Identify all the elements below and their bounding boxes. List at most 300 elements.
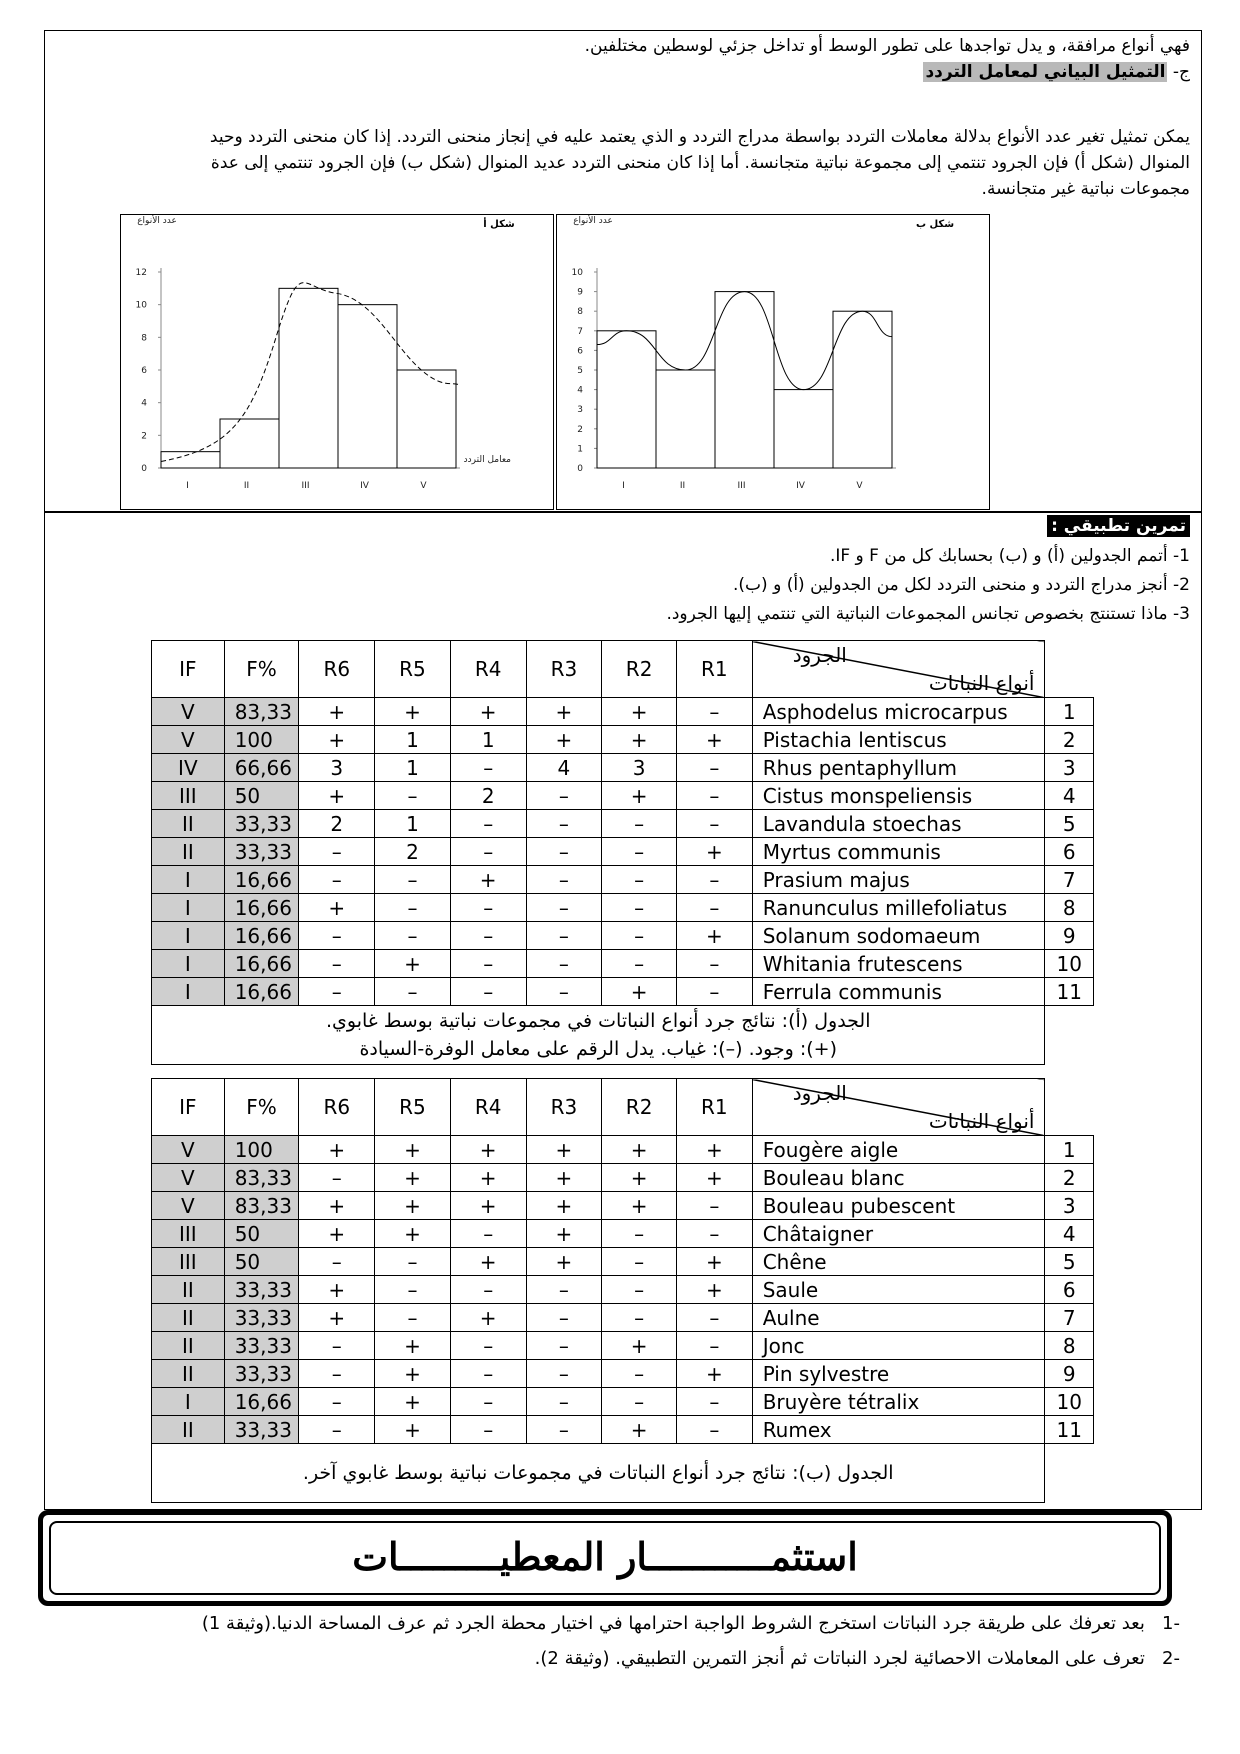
exercise-title: تمرين تطبيقي : <box>1047 515 1190 537</box>
cell-if: V <box>152 1136 225 1164</box>
y-tick-label: 3 <box>577 405 583 416</box>
cell-r6: – <box>299 1332 375 1360</box>
cell-r2: – <box>602 894 677 922</box>
cell-r6: – <box>299 838 375 866</box>
cell-r1: + <box>676 1276 752 1304</box>
cell-frequency: 100 <box>224 726 299 754</box>
table-row <box>152 1332 1094 1360</box>
cell-row-number: 8 <box>1045 894 1094 922</box>
cell-frequency: 16,66 <box>224 978 299 1006</box>
task-2-number: -2 <box>1162 1648 1180 1669</box>
cell-r3: – <box>526 782 602 810</box>
histogram-bar <box>220 419 279 468</box>
cell-species-name: Pistachia lentiscus <box>752 726 1045 754</box>
table-header-row <box>152 641 1094 698</box>
cell-species-name: Whitania frutescens <box>752 950 1045 978</box>
cell-row-number: 8 <box>1045 1332 1094 1360</box>
cell-r2: – <box>602 866 677 894</box>
y-tick-label: 5 <box>577 366 583 376</box>
intro-paragraph-2: المنوال (شكل أ) فإن الجرود تنتمي إلى مجموعة نباتية متجانسة. أما إذا كان منحنى التردد عديد المنوال (شكل ب) فإن الجرود تنتمي إلى عدة <box>210 153 1190 173</box>
cell-species-name: Myrtus communis <box>752 838 1045 866</box>
y-tick-label: 2 <box>577 424 583 435</box>
cell-r5: – <box>375 782 451 810</box>
table-row <box>152 1220 1094 1248</box>
cell-r3: + <box>526 1192 602 1220</box>
cell-if: II <box>152 838 225 866</box>
cell-r3: + <box>526 1220 602 1248</box>
cell-r1: – <box>676 810 752 838</box>
cell-r3: – <box>526 1416 602 1444</box>
cell-r3: + <box>526 726 602 754</box>
table-caption: الجدول (ب): نتائج جرد أنواع النباتات في مجموعات نباتية بوسط غابوي آخر. <box>302 1462 894 1484</box>
y-tick-label: 2 <box>141 431 147 442</box>
cell-r5: – <box>375 1276 451 1304</box>
cell-if: II <box>152 1416 225 1444</box>
table-row <box>152 950 1094 978</box>
cell-r4: + <box>450 866 526 894</box>
header-especes: أنواع النباتات <box>928 671 1035 695</box>
cell-row-number: 5 <box>1045 1248 1094 1276</box>
cell-r1: – <box>676 782 752 810</box>
cell-r1: + <box>676 1136 752 1164</box>
table-caption-cell <box>152 1444 1045 1503</box>
x-category-label: IV <box>796 481 805 491</box>
cell-r2: + <box>602 978 677 1006</box>
column-header-r4: R4 <box>450 641 526 698</box>
cell-r6: – <box>299 1416 375 1444</box>
table-row <box>152 1136 1094 1164</box>
task-1-number: -1 <box>1162 1613 1180 1634</box>
diagonal-header-cell <box>752 641 1045 698</box>
cell-r2: – <box>602 1276 677 1304</box>
table-row <box>152 1192 1094 1220</box>
cell-r6: + <box>299 1276 375 1304</box>
cell-row-number: 3 <box>1045 754 1094 782</box>
cell-r6: + <box>299 1220 375 1248</box>
cell-species-name: Jonc <box>752 1332 1045 1360</box>
y-tick-label: 8 <box>577 307 583 318</box>
task-1 <box>120 1613 1180 1634</box>
cell-r5: + <box>375 1360 451 1388</box>
cell-r4: – <box>450 1416 526 1444</box>
chart-b-svg <box>557 215 989 509</box>
cell-row-number: 6 <box>1045 838 1094 866</box>
intro-paragraph-3: مجموعات نباتية غير متجانسة. <box>981 179 1190 199</box>
cell-frequency: 33,33 <box>224 838 299 866</box>
histogram-bar <box>597 331 656 468</box>
cell-r6: + <box>299 726 375 754</box>
header-especes: أنواع النباتات <box>928 1109 1035 1133</box>
cell-r1: + <box>676 1248 752 1276</box>
table-header-row <box>152 1079 1094 1136</box>
cell-frequency: 33,33 <box>224 1332 299 1360</box>
y-tick-label: 4 <box>577 385 583 396</box>
x-category-label: I <box>622 481 625 491</box>
cell-frequency: 33,33 <box>224 1276 299 1304</box>
chart-title: شكل ب <box>915 219 955 230</box>
y-tick-label: 4 <box>141 398 147 409</box>
cell-frequency: 16,66 <box>224 922 299 950</box>
cell-if: V <box>152 698 225 726</box>
cell-species-name: Asphodelus microcarpus <box>752 698 1045 726</box>
cell-frequency: 83,33 <box>224 698 299 726</box>
diagonal-header-cell <box>752 1079 1045 1136</box>
table-row <box>152 894 1094 922</box>
cell-frequency: 66,66 <box>224 754 299 782</box>
cell-r4: – <box>450 1220 526 1248</box>
cell-r2: – <box>602 922 677 950</box>
cell-frequency: 50 <box>224 1248 299 1276</box>
cell-r1: – <box>676 1192 752 1220</box>
cell-r1: + <box>676 838 752 866</box>
cell-if: I <box>152 894 225 922</box>
cell-r2: – <box>602 950 677 978</box>
table-row <box>152 1416 1094 1444</box>
histogram-bar <box>774 390 833 468</box>
cell-species-name: Cistus monspeliensis <box>752 782 1045 810</box>
cell-row-number: 11 <box>1045 1416 1094 1444</box>
column-header-r3: R3 <box>526 1079 602 1136</box>
cell-r3: – <box>526 922 602 950</box>
cell-species-name: Bouleau blanc <box>752 1164 1045 1192</box>
table-caption-cell <box>152 1006 1045 1065</box>
column-header-r5: R5 <box>375 641 451 698</box>
section-heading <box>60 59 1190 85</box>
histogram-bar <box>279 288 338 468</box>
cell-r1: – <box>676 950 752 978</box>
cell-r1: – <box>676 1304 752 1332</box>
exercise-q1: 1- أتمم الجدولين (أ) و (ب) بحسابك كل من F و IF. <box>829 546 1190 566</box>
cell-r4: + <box>450 1248 526 1276</box>
cell-r4: – <box>450 810 526 838</box>
table-caption: الجدول (أ): نتائج جرد أنواع النباتات في مجموعات نباتية بوسط غابوي. <box>325 1010 871 1032</box>
cell-species-name: Prasium majus <box>752 866 1045 894</box>
table-row <box>152 1276 1094 1304</box>
cell-r5: – <box>375 978 451 1006</box>
cell-r2: + <box>602 782 677 810</box>
y-tick-label: 12 <box>135 268 147 278</box>
cell-frequency: 83,33 <box>224 1164 299 1192</box>
cell-if: II <box>152 1276 225 1304</box>
cell-if: I <box>152 978 225 1006</box>
cell-frequency: 50 <box>224 782 299 810</box>
cell-r3: + <box>526 1248 602 1276</box>
intro-paragraph-1: يمكن تمثيل تغير عدد الأنواع بدلالة معاملات التردد بواسطة مدراج التردد و الذي يعتمد عليه في إنجاز منحنى التردد. إذا كان منحنى التردد وحيد <box>209 127 1190 147</box>
table-row <box>152 782 1094 810</box>
cell-r2: – <box>602 1248 677 1276</box>
cell-r1: + <box>676 1164 752 1192</box>
cell-r6: – <box>299 1360 375 1388</box>
cell-r1: + <box>676 922 752 950</box>
cell-row-number: 10 <box>1045 1388 1094 1416</box>
cell-species-name: Ferrula communis <box>752 978 1045 1006</box>
cell-r3: + <box>526 698 602 726</box>
x-category-label: III <box>737 481 746 491</box>
cell-r6: + <box>299 782 375 810</box>
cell-frequency: 50 <box>224 1220 299 1248</box>
histogram-bar <box>715 292 774 468</box>
cell-if: III <box>152 1220 225 1248</box>
y-tick-label: 9 <box>577 287 583 298</box>
table-row <box>152 698 1094 726</box>
cell-r5: + <box>375 1332 451 1360</box>
intro-line: فهي أنواع مرافقة، و يدل تواجدها على تطور الوسط أو تداخل جزئي لوسطين مختلفين. <box>584 36 1190 56</box>
cell-r3: 4 <box>526 754 602 782</box>
cell-r3: – <box>526 866 602 894</box>
cell-r4: 1 <box>450 726 526 754</box>
header-empty-cell <box>1045 641 1094 698</box>
cell-r3: – <box>526 1276 602 1304</box>
cell-r5: – <box>375 894 451 922</box>
cell-row-number: 7 <box>1045 866 1094 894</box>
x-category-label: II <box>679 481 686 491</box>
table-row <box>152 1360 1094 1388</box>
y-tick-label: 1 <box>577 444 583 455</box>
column-header-r4: R4 <box>450 1079 526 1136</box>
table-a <box>151 640 1094 1065</box>
cell-r5: – <box>375 1304 451 1332</box>
y-axis-label: عدد الأنواع <box>573 216 613 226</box>
cell-r5: – <box>375 1248 451 1276</box>
column-header-r5: R5 <box>375 1079 451 1136</box>
heading-prefix: ج- <box>1172 62 1190 82</box>
cell-r6: + <box>299 698 375 726</box>
cell-r1: – <box>676 698 752 726</box>
cell-species-name: Solanum sodomaeum <box>752 922 1045 950</box>
cell-r4: – <box>450 894 526 922</box>
cell-row-number: 11 <box>1045 978 1094 1006</box>
cell-r3: – <box>526 1332 602 1360</box>
cell-species-name: Ranunculus millefoliatus <box>752 894 1045 922</box>
cell-r3: – <box>526 978 602 1006</box>
cell-r2: 3 <box>602 754 677 782</box>
cell-r2: + <box>602 698 677 726</box>
y-tick-label: 10 <box>135 300 147 311</box>
cell-if: V <box>152 1164 225 1192</box>
cell-r4: – <box>450 922 526 950</box>
cell-r6: 2 <box>299 810 375 838</box>
cell-r1: + <box>676 726 752 754</box>
cell-r4: – <box>450 838 526 866</box>
column-header-r3: R3 <box>526 641 602 698</box>
cell-if: V <box>152 726 225 754</box>
column-header-f: F% <box>224 641 299 698</box>
cell-r2: – <box>602 838 677 866</box>
cell-r3: – <box>526 894 602 922</box>
cell-r6: 3 <box>299 754 375 782</box>
cell-species-name: Aulne <box>752 1304 1045 1332</box>
cell-r5: + <box>375 1220 451 1248</box>
header-empty-cell <box>1045 1079 1094 1136</box>
cell-r1: – <box>676 1220 752 1248</box>
y-tick-label: 0 <box>141 464 147 474</box>
cell-r4: 2 <box>450 782 526 810</box>
cell-if: II <box>152 1360 225 1388</box>
cell-r4: + <box>450 1136 526 1164</box>
cell-species-name: Fougère aigle <box>752 1136 1045 1164</box>
y-tick-label: 6 <box>577 346 583 357</box>
table-row <box>152 838 1094 866</box>
x-axis-label: معامل التردد <box>463 455 511 465</box>
cell-r5: 1 <box>375 810 451 838</box>
cell-r4: – <box>450 950 526 978</box>
cell-row-number: 7 <box>1045 1304 1094 1332</box>
cell-r5: – <box>375 866 451 894</box>
cell-r5: + <box>375 698 451 726</box>
cell-species-name: Bruyère tétralix <box>752 1388 1045 1416</box>
y-tick-label: 10 <box>571 268 583 278</box>
cell-r5: + <box>375 950 451 978</box>
cell-species-name: Saule <box>752 1276 1045 1304</box>
cell-r3: – <box>526 950 602 978</box>
heading-title: التمثيل البياني لمعامل التردد <box>925 62 1166 82</box>
task-1-text: بعد تعرفك على طريقة جرد النباتات استخرج الشروط الواجبة احترامها في اختيار محطة الجرد ثم عرف المساحة الدنيا.(وثيقة 1) <box>201 1613 1145 1634</box>
cell-species-name: Rhus pentaphyllum <box>752 754 1045 782</box>
cell-r6: – <box>299 922 375 950</box>
cell-r4: – <box>450 1332 526 1360</box>
cell-row-number: 5 <box>1045 810 1094 838</box>
exercise-q2: 2- أنجز مدراج التردد و منحنى التردد لكل من الجدولين (أ) و (ب). <box>733 575 1190 595</box>
histogram-bar <box>833 311 892 468</box>
cell-if: I <box>152 922 225 950</box>
cell-r2: + <box>602 1136 677 1164</box>
y-tick-label: 7 <box>577 326 583 337</box>
cell-r5: + <box>375 1416 451 1444</box>
table-row <box>152 866 1094 894</box>
cell-r2: + <box>602 1416 677 1444</box>
cell-row-number: 9 <box>1045 922 1094 950</box>
column-header-f: F% <box>224 1079 299 1136</box>
column-header-r2: R2 <box>602 641 677 698</box>
caption-spacer <box>1045 1444 1094 1503</box>
cell-r6: – <box>299 978 375 1006</box>
cell-r2: + <box>602 1332 677 1360</box>
histogram-bar <box>338 305 397 468</box>
cell-row-number: 2 <box>1045 1164 1094 1192</box>
cell-frequency: 33,33 <box>224 1360 299 1388</box>
caption-row <box>152 1006 1094 1065</box>
y-tick-label: 8 <box>141 333 147 344</box>
chart-a <box>120 214 554 510</box>
cell-r1: – <box>676 894 752 922</box>
cell-r5: 1 <box>375 726 451 754</box>
cell-r4: – <box>450 1360 526 1388</box>
cell-row-number: 4 <box>1045 1220 1094 1248</box>
x-category-label: I <box>186 481 189 491</box>
cell-if: V <box>152 1192 225 1220</box>
column-header-r2: R2 <box>602 1079 677 1136</box>
cell-r6: + <box>299 1136 375 1164</box>
table-b <box>151 1078 1094 1503</box>
cell-r2: – <box>602 1304 677 1332</box>
caption-row <box>152 1444 1094 1503</box>
data-exploitation-banner <box>38 1510 1172 1606</box>
cell-r5: 2 <box>375 838 451 866</box>
cell-r5: – <box>375 922 451 950</box>
cell-r2: + <box>602 726 677 754</box>
y-axis-label: عدد الأنواع <box>137 216 177 226</box>
column-header-r1: R1 <box>676 1079 752 1136</box>
cell-r3: + <box>526 1164 602 1192</box>
cell-if: I <box>152 866 225 894</box>
cell-row-number: 9 <box>1045 1360 1094 1388</box>
x-category-label: II <box>243 481 250 491</box>
cell-row-number: 6 <box>1045 1276 1094 1304</box>
cell-r6: – <box>299 866 375 894</box>
cell-r3: – <box>526 1388 602 1416</box>
cell-row-number: 10 <box>1045 950 1094 978</box>
table-row <box>152 726 1094 754</box>
cell-r6: + <box>299 1304 375 1332</box>
cell-frequency: 16,66 <box>224 1388 299 1416</box>
cell-if: II <box>152 810 225 838</box>
cell-frequency: 100 <box>224 1136 299 1164</box>
cell-r2: + <box>602 1192 677 1220</box>
table-row <box>152 1304 1094 1332</box>
cell-frequency: 33,33 <box>224 810 299 838</box>
cell-r1: + <box>676 1360 752 1388</box>
histogram-bar <box>397 370 456 468</box>
cell-frequency: 16,66 <box>224 950 299 978</box>
cell-r3: – <box>526 838 602 866</box>
cell-if: II <box>152 1304 225 1332</box>
histogram-bar <box>656 370 715 468</box>
x-category-label: IV <box>360 481 369 491</box>
cell-r5: + <box>375 1164 451 1192</box>
cell-if: I <box>152 1388 225 1416</box>
table-row <box>152 810 1094 838</box>
cell-if: III <box>152 782 225 810</box>
cell-r1: – <box>676 1416 752 1444</box>
cell-frequency: 33,33 <box>224 1304 299 1332</box>
header-releves: الجرود <box>792 1081 847 1105</box>
cell-r4: + <box>450 1304 526 1332</box>
table-row <box>152 1164 1094 1192</box>
column-header-r6: R6 <box>299 641 375 698</box>
cell-frequency: 33,33 <box>224 1416 299 1444</box>
cell-species-name: Chêne <box>752 1248 1045 1276</box>
cell-if: IV <box>152 754 225 782</box>
column-header-if: IF <box>152 641 225 698</box>
cell-r2: – <box>602 810 677 838</box>
cell-row-number: 1 <box>1045 1136 1094 1164</box>
cell-r4: + <box>450 698 526 726</box>
cell-r1: – <box>676 1332 752 1360</box>
cell-r3: – <box>526 810 602 838</box>
cell-r2: – <box>602 1360 677 1388</box>
cell-r4: + <box>450 1192 526 1220</box>
cell-r4: – <box>450 754 526 782</box>
table-row <box>152 1388 1094 1416</box>
cell-r5: 1 <box>375 754 451 782</box>
cell-r6: + <box>299 1192 375 1220</box>
cell-row-number: 1 <box>1045 698 1094 726</box>
cell-r1: – <box>676 1388 752 1416</box>
cell-r1: – <box>676 754 752 782</box>
cell-frequency: 16,66 <box>224 894 299 922</box>
cell-species-name: Pin sylvestre <box>752 1360 1045 1388</box>
x-category-label: V <box>420 481 427 491</box>
cell-r5: + <box>375 1136 451 1164</box>
chart-b <box>556 214 990 510</box>
cell-if: I <box>152 950 225 978</box>
table-row <box>152 978 1094 1006</box>
cell-species-name: Rumex <box>752 1416 1045 1444</box>
table-row <box>152 1248 1094 1276</box>
cell-frequency: 16,66 <box>224 866 299 894</box>
table-row <box>152 754 1094 782</box>
column-header-if: IF <box>152 1079 225 1136</box>
